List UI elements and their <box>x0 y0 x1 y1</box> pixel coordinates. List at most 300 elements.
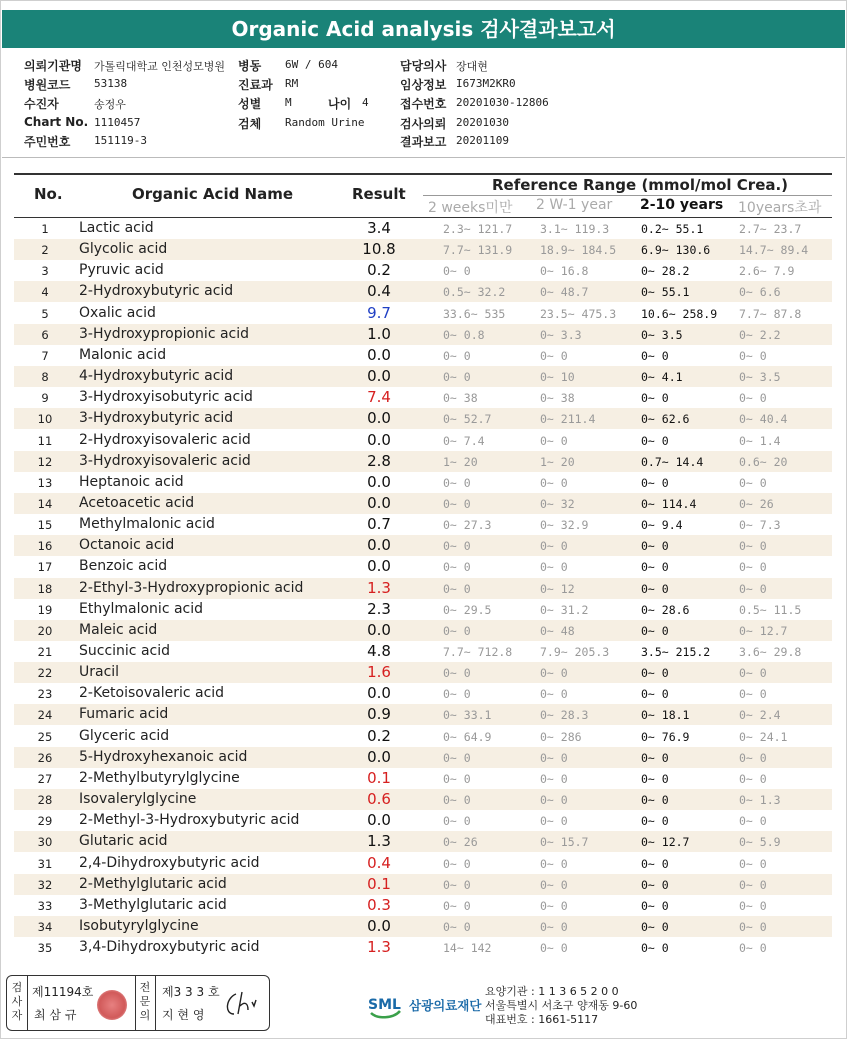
ref-over-10-years: 0~ 12.7 <box>739 623 788 638</box>
table-row <box>14 514 832 535</box>
ref-2-10-years: 0~ 0 <box>641 391 669 406</box>
ref-2w-1year: 0~ 32.9 <box>540 518 589 533</box>
acid-name: Malonic acid <box>79 346 167 363</box>
ref-2w-1year: 0~ 48.7 <box>540 285 589 300</box>
ref-over-10-years: 0~ 0 <box>739 750 767 765</box>
result-value: 0.2 <box>367 261 391 280</box>
ref-over-10-years: 0~ 6.6 <box>739 285 781 300</box>
result-value: 0.0 <box>367 684 391 703</box>
ref-2-10-years: 3.5~ 215.2 <box>641 645 711 659</box>
table-row <box>14 853 832 874</box>
acid-name: Lactic acid <box>79 220 154 236</box>
result-value: 0.4 <box>367 282 391 301</box>
ref-under-2-weeks: 1~ 20 <box>443 454 478 469</box>
ref-2w-1year: 7.9~ 205.3 <box>540 645 610 659</box>
doctor-value: 장대현 <box>456 60 488 73</box>
acid-name: 3-Methylglutaric acid <box>79 896 227 913</box>
ref-under-2-weeks: 0~ 0 <box>443 919 471 934</box>
ref-col-3-header: 2-10 years <box>640 197 724 213</box>
ref-2w-1year: 0~ 48 <box>540 623 575 638</box>
row-number: 28 <box>37 793 53 808</box>
result-value: 0.0 <box>367 747 391 766</box>
ref-over-10-years: 0~ 0 <box>739 391 767 406</box>
report-value: 20201109 <box>456 134 509 147</box>
acid-name: 2,4-Dihydroxybutyric acid <box>79 854 260 871</box>
row-number: 21 <box>37 645 53 659</box>
row-number: 30 <box>37 835 53 850</box>
ref-2-10-years: 0.2~ 55.1 <box>641 222 704 236</box>
ref-2w-1year: 0~ 0 <box>540 771 568 786</box>
ref-2w-1year: 0~ 0 <box>540 539 568 554</box>
report-title: Organic Acid analysis 검사결과보고서 <box>2 10 845 48</box>
row-number: 19 <box>37 602 53 617</box>
row-number: 22 <box>37 666 53 681</box>
acid-name: 3-Hydroxypropionic acid <box>79 325 250 342</box>
org-name: 삼광의료재단 <box>409 998 482 1013</box>
row-number: 9 <box>41 391 49 406</box>
ref-over-10-years: 0~ 0 <box>739 941 767 956</box>
age-label: 나이 <box>328 97 352 111</box>
ref-2w-1year: 0~ 3.3 <box>540 327 582 342</box>
result-value: 0.0 <box>367 409 391 428</box>
ref-2-10-years: 0~ 0 <box>641 771 669 786</box>
footer-divider-2 <box>135 976 136 1030</box>
request-value: 20201030 <box>456 116 509 129</box>
ref-under-2-weeks: 7.7~ 131.9 <box>443 243 513 258</box>
result-value: 0.0 <box>367 916 391 935</box>
row-number: 6 <box>41 327 49 342</box>
table-row <box>14 387 832 408</box>
acid-name: 5-Hydroxyhexanoic acid <box>79 748 248 765</box>
table-row <box>14 260 832 281</box>
row-number: 17 <box>37 560 53 575</box>
col-no-header: No. <box>34 185 63 203</box>
ref-2-10-years: 0~ 0 <box>641 560 669 575</box>
ref-header-rule <box>423 195 832 196</box>
ref-2-10-years: 10.6~ 258.9 <box>641 306 718 321</box>
signature-icon <box>222 988 262 1020</box>
table-row <box>14 472 832 493</box>
table-row <box>14 535 832 556</box>
hospital-code-value: 53138 <box>94 77 128 90</box>
row-number: 8 <box>41 370 49 385</box>
ref-under-2-weeks: 0~ 0 <box>443 687 471 702</box>
ref-2w-1year: 3.1~ 119.3 <box>540 222 610 236</box>
ref-2-10-years: 0~ 0 <box>641 581 669 596</box>
table-row <box>14 768 832 789</box>
result-value: 0.2 <box>367 726 391 745</box>
ref-2-10-years: 0~ 0 <box>641 348 669 363</box>
table-row <box>14 324 832 345</box>
ref-over-10-years: 0~ 1.3 <box>739 793 781 808</box>
ref-2-10-years: 0~ 62.6 <box>641 412 690 427</box>
ref-2-10-years: 0~ 0 <box>641 898 669 913</box>
ref-2-10-years: 0~ 76.9 <box>641 729 690 744</box>
acid-name: 3-Hydroxyisovaleric acid <box>79 452 251 469</box>
col-ref-header: Reference Range (mmol/mol Crea.) <box>492 176 789 194</box>
ref-2-10-years: 0~ 0 <box>641 856 669 871</box>
ward-label: 병동 <box>238 59 262 73</box>
row-number: 25 <box>37 729 53 744</box>
table-row <box>14 303 832 324</box>
acid-name: Octanoic acid <box>79 537 175 554</box>
ref-2w-1year: 0~ 32 <box>540 496 575 511</box>
ref-over-10-years: 0~ 0 <box>739 348 767 363</box>
result-value: 0.0 <box>367 536 391 555</box>
table-row <box>14 578 832 599</box>
ref-under-2-weeks: 0~ 0 <box>443 814 471 829</box>
receipt-label: 접수번호 <box>400 97 447 111</box>
ref-2-10-years: 0~ 0 <box>641 666 669 681</box>
table-row <box>14 620 832 641</box>
sml-logo-icon <box>367 989 403 1021</box>
ref-2-10-years: 0~ 0 <box>641 433 669 448</box>
ref-2w-1year: 0~ 0 <box>540 877 568 892</box>
ref-over-10-years: 0~ 0 <box>739 475 767 490</box>
ref-under-2-weeks: 0~ 0 <box>443 348 471 363</box>
table-row <box>14 599 832 620</box>
ref-2w-1year: 0~ 211.4 <box>540 412 596 427</box>
result-value: 1.3 <box>367 938 391 957</box>
ref-2w-1year: 0~ 0 <box>540 433 568 448</box>
ref-under-2-weeks: 0~ 0 <box>443 539 471 554</box>
acid-name: 2-Ethyl-3-Hydroxypropionic acid <box>79 579 304 596</box>
table-row <box>14 430 832 451</box>
ref-2-10-years: 0~ 28.6 <box>641 602 690 617</box>
ref-under-2-weeks: 0~ 0 <box>443 750 471 765</box>
acid-name: 2-Hydroxybutyric acid <box>79 283 234 300</box>
ref-2-10-years: 0~ 55.1 <box>641 285 690 300</box>
ref-over-10-years: 0~ 26 <box>739 496 774 511</box>
acid-name: Fumaric acid <box>79 706 169 723</box>
table-row <box>14 789 832 810</box>
ref-2-10-years: 0~ 114.4 <box>641 496 697 511</box>
ref-over-10-years: 14.7~ 89.4 <box>739 243 809 258</box>
row-number: 18 <box>37 581 53 596</box>
sml-logo-text: SML <box>368 997 401 1013</box>
ref-under-2-weeks: 33.6~ 535 <box>443 306 506 321</box>
acid-name: Acetoacetic acid <box>79 494 195 511</box>
row-number: 34 <box>37 919 53 934</box>
ref-over-10-years: 0~ 0 <box>739 687 767 702</box>
table-row <box>14 937 832 958</box>
ref-over-10-years: 0~ 1.4 <box>739 433 781 448</box>
ref-under-2-weeks: 14~ 142 <box>443 941 492 956</box>
ref-2w-1year: 18.9~ 184.5 <box>540 243 617 258</box>
examiner-name: 최 삼 규 <box>34 1008 77 1022</box>
row-number: 23 <box>37 687 53 702</box>
ref-2w-1year: 0~ 0 <box>540 856 568 871</box>
table-row <box>14 641 832 662</box>
row-number: 20 <box>37 623 53 638</box>
ref-over-10-years: 0~ 0 <box>739 856 767 871</box>
requesting-org-label: 의뢰기관명 <box>24 59 82 73</box>
ref-2-10-years: 0.7~ 14.4 <box>641 454 704 469</box>
ref-under-2-weeks: 7.7~ 712.8 <box>443 645 513 659</box>
org-phone: 대표번호 : 1661-5117 <box>485 1013 599 1026</box>
ref-2-10-years: 0~ 0 <box>641 941 669 956</box>
ref-2-10-years: 0~ 28.2 <box>641 264 690 279</box>
acid-name: Uracil <box>79 664 120 681</box>
header-top-rule <box>14 173 832 175</box>
result-value: 0.9 <box>367 705 391 724</box>
ref-2-10-years: 6.9~ 130.6 <box>641 243 711 258</box>
ref-under-2-weeks: 0~ 0 <box>443 666 471 681</box>
ref-under-2-weeks: 0~ 0 <box>443 475 471 490</box>
ref-2w-1year: 0~ 0 <box>540 750 568 765</box>
ref-2w-1year: 0~ 12 <box>540 581 575 596</box>
table-row <box>14 556 832 577</box>
acid-name: Pyruvic acid <box>79 262 164 279</box>
row-number: 12 <box>37 454 53 469</box>
ref-2-10-years: 0~ 0 <box>641 919 669 934</box>
ref-over-10-years: 0~ 3.5 <box>739 370 781 385</box>
examiner-label: 검 사 자 <box>11 981 23 1022</box>
ref-under-2-weeks: 0~ 7.4 <box>443 433 485 448</box>
ref-under-2-weeks: 0.5~ 32.2 <box>443 285 506 300</box>
id-value: 151119-3 <box>94 134 147 147</box>
ref-under-2-weeks: 0~ 33.1 <box>443 708 492 723</box>
ref-over-10-years: 0~ 40.4 <box>739 412 788 427</box>
row-number: 29 <box>37 814 53 829</box>
ref-2w-1year: 0~ 0 <box>540 348 568 363</box>
row-number: 15 <box>37 518 53 533</box>
ref-under-2-weeks: 0~ 0 <box>443 898 471 913</box>
examiner-seal-icon <box>97 990 127 1020</box>
ref-2w-1year: 0~ 28.3 <box>540 708 589 723</box>
table-row <box>14 895 832 916</box>
acid-name: Isobutyrylglycine <box>79 917 199 934</box>
examinee-label: 수진자 <box>24 97 59 111</box>
examiner-no: 제11194호 <box>32 985 94 999</box>
ref-over-10-years: 0~ 2.4 <box>739 708 781 723</box>
acid-name: 2-Hydroxyisovaleric acid <box>79 431 251 448</box>
ref-over-10-years: 0~ 0 <box>739 877 767 892</box>
ref-over-10-years: 0~ 24.1 <box>739 729 788 744</box>
result-value: 0.0 <box>367 430 391 449</box>
table-row <box>14 662 832 683</box>
id-label: 주민번호 <box>24 135 71 149</box>
result-value: 0.3 <box>367 895 391 914</box>
ref-under-2-weeks: 0~ 0 <box>443 771 471 786</box>
acid-name: Ethylmalonic acid <box>79 600 204 617</box>
row-number: 10 <box>37 412 53 427</box>
ref-2w-1year: 23.5~ 475.3 <box>540 306 617 321</box>
acid-name: Heptanoic acid <box>79 473 184 490</box>
ref-under-2-weeks: 0~ 38 <box>443 391 478 406</box>
ref-2w-1year: 0~ 286 <box>540 729 582 744</box>
ref-over-10-years: 0~ 0 <box>739 898 767 913</box>
ref-under-2-weeks: 0~ 26 <box>443 835 478 850</box>
ref-2w-1year: 0~ 10 <box>540 370 575 385</box>
ref-over-10-years: 0~ 7.3 <box>739 518 781 533</box>
acid-name: Glyceric acid <box>79 727 170 744</box>
ref-under-2-weeks: 0~ 64.9 <box>443 729 492 744</box>
ref-under-2-weeks: 0~ 52.7 <box>443 412 492 427</box>
result-value: 0.0 <box>367 472 391 491</box>
table-row <box>14 239 832 260</box>
acid-name: 4-Hydroxybutyric acid <box>79 368 234 385</box>
specimen-label: 검체 <box>238 117 262 131</box>
row-number: 31 <box>37 856 53 871</box>
table-row <box>14 683 832 704</box>
ref-2w-1year: 0~ 0 <box>540 666 568 681</box>
acid-name: Glycolic acid <box>79 241 168 258</box>
row-number: 24 <box>37 708 53 723</box>
acid-name: 3,4-Dihydroxybutyric acid <box>79 939 260 956</box>
hospital-code-label: 병원코드 <box>24 78 71 92</box>
ref-over-10-years: 7.7~ 87.8 <box>739 306 802 321</box>
result-value: 0.0 <box>367 367 391 386</box>
org-address: 서울특별시 서초구 양재동 9-60 <box>485 999 638 1012</box>
row-number: 27 <box>37 771 53 786</box>
result-value: 0.6 <box>367 790 391 809</box>
examinee-value: 송정우 <box>94 98 126 111</box>
ref-col-1-header: 2 weeks미만 <box>428 200 513 216</box>
specialist-name: 지 현 영 <box>162 1008 205 1022</box>
ref-2w-1year: 0~ 0 <box>540 941 568 956</box>
row-number: 13 <box>37 475 53 490</box>
table-row <box>14 831 832 852</box>
result-value: 1.3 <box>367 832 391 851</box>
row-number: 2 <box>41 243 49 258</box>
acid-name: Succinic acid <box>79 643 171 659</box>
ref-2w-1year: 0~ 0 <box>540 687 568 702</box>
result-value: 0.1 <box>367 874 391 893</box>
acid-name: Methylmalonic acid <box>79 516 215 533</box>
row-number: 35 <box>37 941 53 956</box>
dept-value: RM <box>285 77 299 90</box>
col-name-header: Organic Acid Name <box>132 185 294 203</box>
ref-2w-1year: 1~ 20 <box>540 454 575 469</box>
sex-label: 성별 <box>238 97 262 111</box>
ref-over-10-years: 2.6~ 7.9 <box>739 264 795 279</box>
ref-2-10-years: 0~ 0 <box>641 539 669 554</box>
table-row <box>14 726 832 747</box>
table-row <box>14 874 832 895</box>
ref-under-2-weeks: 0~ 0 <box>443 581 471 596</box>
sex-value: M <box>285 96 292 109</box>
chart-value: 1110457 <box>94 116 141 129</box>
result-value: 2.8 <box>367 451 391 470</box>
ref-over-10-years: 0.6~ 20 <box>739 454 788 469</box>
row-number: 5 <box>41 306 49 321</box>
info-divider <box>2 157 845 158</box>
ref-2w-1year: 0~ 15.7 <box>540 835 589 850</box>
row-number: 33 <box>37 898 53 913</box>
request-label: 검사의뢰 <box>400 117 447 131</box>
ref-2-10-years: 0~ 0 <box>641 623 669 638</box>
age-value: 4 <box>362 96 369 109</box>
table-row <box>14 366 832 387</box>
ref-2-10-years: 0~ 0 <box>641 750 669 765</box>
ref-2-10-years: 0~ 0 <box>641 877 669 892</box>
result-value: 0.0 <box>367 493 391 512</box>
table-row <box>14 281 832 302</box>
table-row <box>14 493 832 514</box>
care-org-code: 요양기관 : 1 1 3 6 5 2 0 0 <box>485 985 619 998</box>
chart-label: Chart No. <box>24 115 89 129</box>
acid-name: Glutaric acid <box>79 833 168 850</box>
ref-under-2-weeks: 0~ 0 <box>443 264 471 279</box>
acid-name: Isovalerylglycine <box>79 791 197 808</box>
acid-name: 3-Hydroxyisobutyric acid <box>79 389 253 406</box>
result-value: 9.7 <box>367 303 391 322</box>
result-value: 0.0 <box>367 345 391 364</box>
table-row <box>14 916 832 937</box>
acid-name: Oxalic acid <box>79 304 156 321</box>
result-value: 0.4 <box>367 853 391 872</box>
ref-under-2-weeks: 0~ 0.8 <box>443 327 485 342</box>
table-row <box>14 408 832 429</box>
row-number: 4 <box>41 285 49 300</box>
specialist-label: 전 문 의 <box>139 981 151 1022</box>
row-number: 14 <box>37 496 53 511</box>
result-value: 0.0 <box>367 557 391 576</box>
result-value: 2.3 <box>367 599 391 618</box>
result-value: 7.4 <box>367 388 391 407</box>
result-value: 1.3 <box>367 578 391 597</box>
acid-name: Maleic acid <box>79 621 158 638</box>
ref-over-10-years: 0~ 0 <box>739 666 767 681</box>
table-row <box>14 704 832 725</box>
ref-2-10-years: 0~ 4.1 <box>641 370 683 385</box>
ref-2-10-years: 0~ 18.1 <box>641 708 690 723</box>
ref-over-10-years: 0~ 0 <box>739 539 767 554</box>
ref-over-10-years: 2.7~ 23.7 <box>739 222 802 236</box>
table-row <box>14 451 832 472</box>
ref-under-2-weeks: 0~ 0 <box>443 793 471 808</box>
requesting-org-value: 가톨릭대학교 인천성모병원 <box>94 60 226 73</box>
ref-under-2-weeks: 0~ 0 <box>443 856 471 871</box>
ref-under-2-weeks: 0~ 27.3 <box>443 518 492 533</box>
ref-over-10-years: 0~ 0 <box>739 771 767 786</box>
ref-under-2-weeks: 0~ 0 <box>443 560 471 575</box>
specialist-no: 제3 3 3 호 <box>162 985 220 999</box>
acid-name: 2-Methylbutyrylglycine <box>79 769 240 786</box>
result-value: 3.4 <box>367 219 391 237</box>
row-number: 11 <box>37 433 53 448</box>
col-result-header: Result <box>352 185 406 203</box>
result-value: 1.6 <box>367 663 391 682</box>
result-value: 0.7 <box>367 515 391 534</box>
ref-over-10-years: 0~ 5.9 <box>739 835 781 850</box>
table-row <box>14 747 832 768</box>
ref-under-2-weeks: 0~ 0 <box>443 877 471 892</box>
ref-2w-1year: 0~ 0 <box>540 898 568 913</box>
ref-2w-1year: 0~ 0 <box>540 560 568 575</box>
ref-over-10-years: 3.6~ 29.8 <box>739 645 802 659</box>
result-value: 4.8 <box>367 642 391 660</box>
result-value: 0.0 <box>367 811 391 830</box>
ref-col-4-header: 10years초과 <box>738 200 822 216</box>
ward-value: 6W / 604 <box>285 58 338 71</box>
ref-2-10-years: 0~ 12.7 <box>641 835 690 850</box>
result-value: 0.0 <box>367 620 391 639</box>
specimen-value: Random Urine <box>285 116 365 129</box>
ref-2-10-years: 0~ 0 <box>641 687 669 702</box>
ref-col-2-header: 2 W-1 year <box>536 197 613 213</box>
ref-2w-1year: 0~ 0 <box>540 793 568 808</box>
clinical-label: 임상정보 <box>400 78 447 92</box>
acid-name: 3-Hydroxybutyric acid <box>79 410 234 427</box>
ref-under-2-weeks: 0~ 0 <box>443 623 471 638</box>
row-number: 32 <box>37 877 53 892</box>
acid-name: 2-Methyl-3-Hydroxybutyric acid <box>79 812 300 829</box>
row-number: 1 <box>41 222 49 236</box>
row-number: 16 <box>37 539 53 554</box>
footer-divider-1 <box>27 976 28 1030</box>
